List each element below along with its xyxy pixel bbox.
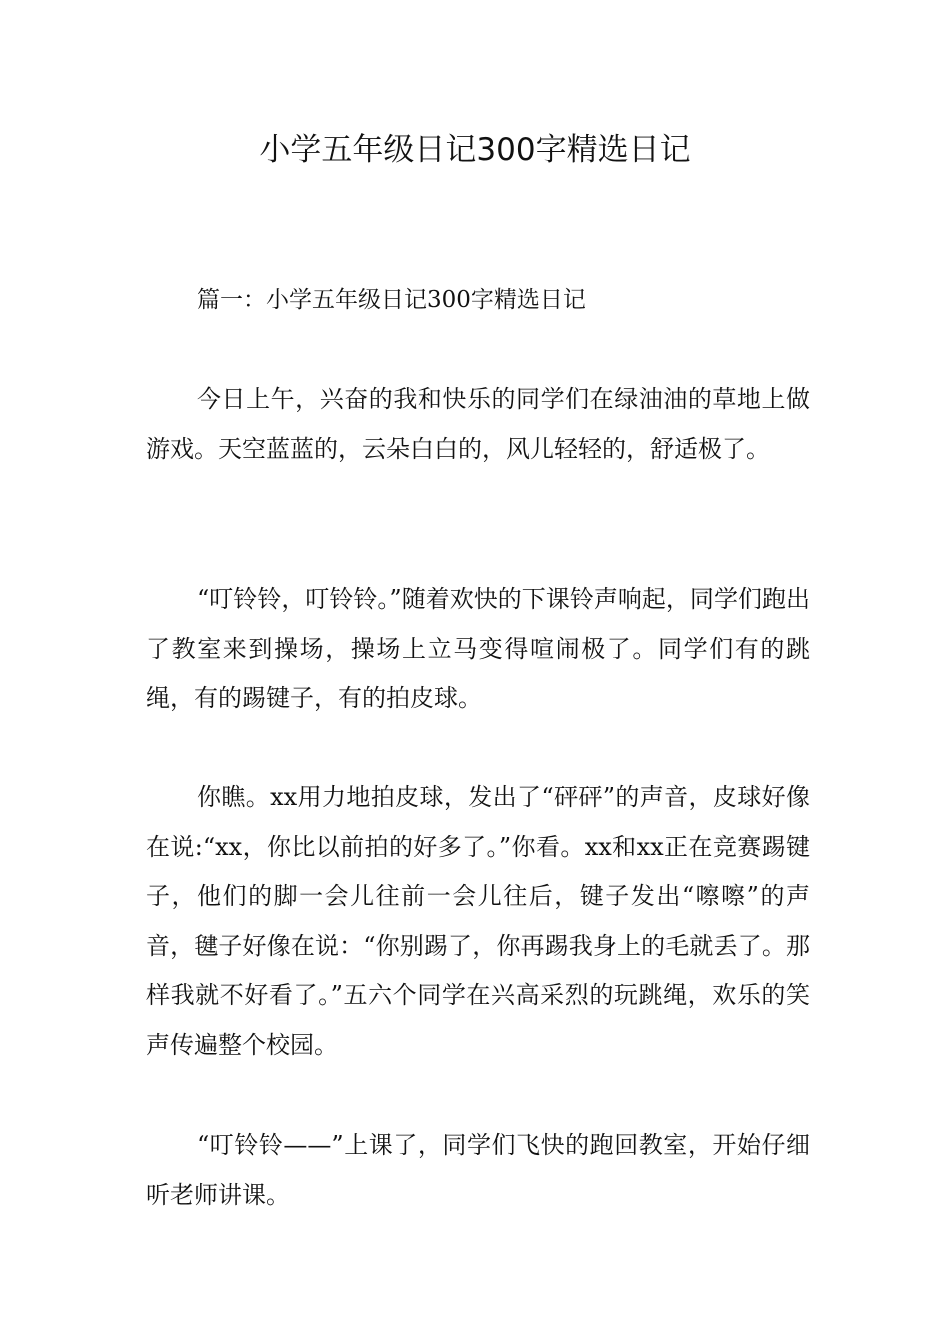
document-title: 小学五年级日记300字精选日记 bbox=[259, 132, 691, 168]
paragraph: “叮铃铃——”上课了，同学们飞快的跑回教室，开始仔细听老师讲课。 bbox=[146, 1131, 810, 1209]
paragraph: 今日上午，兴奋的我和快乐的同学们在绿油油的草地上做游戏。天空蓝蓝的，云朵白白的，风儿轻轻的，舒适极了。 bbox=[146, 385, 810, 463]
document-subtitle: 篇一：小学五年级日记300字精选日记 bbox=[197, 287, 586, 313]
paragraph: 你瞧。xx用力地拍皮球，发出了“砰砰”的声音，皮球好像在说:“xx，你比以前拍的好多了。”你看。xx和xx正在竞赛踢键子，他们的脚一会儿往前一会儿往后，键子发出“嚓嚓”的声音，毽子好像在说：“你别踢了，你再踢我身上的毛就丢了。那样我就不好看了。”五六个同学在兴高采烈的玩跳绳，欢乐的笑声传遍整个校园。 bbox=[146, 783, 810, 1059]
paragraph: “叮铃铃，叮铃铃。”随着欢快的下课铃声响起，同学们跑出了教室来到操场，操场上立马变得喧闹极了。同学们有的跳绳，有的踢键子，有的拍皮球。 bbox=[146, 585, 810, 712]
